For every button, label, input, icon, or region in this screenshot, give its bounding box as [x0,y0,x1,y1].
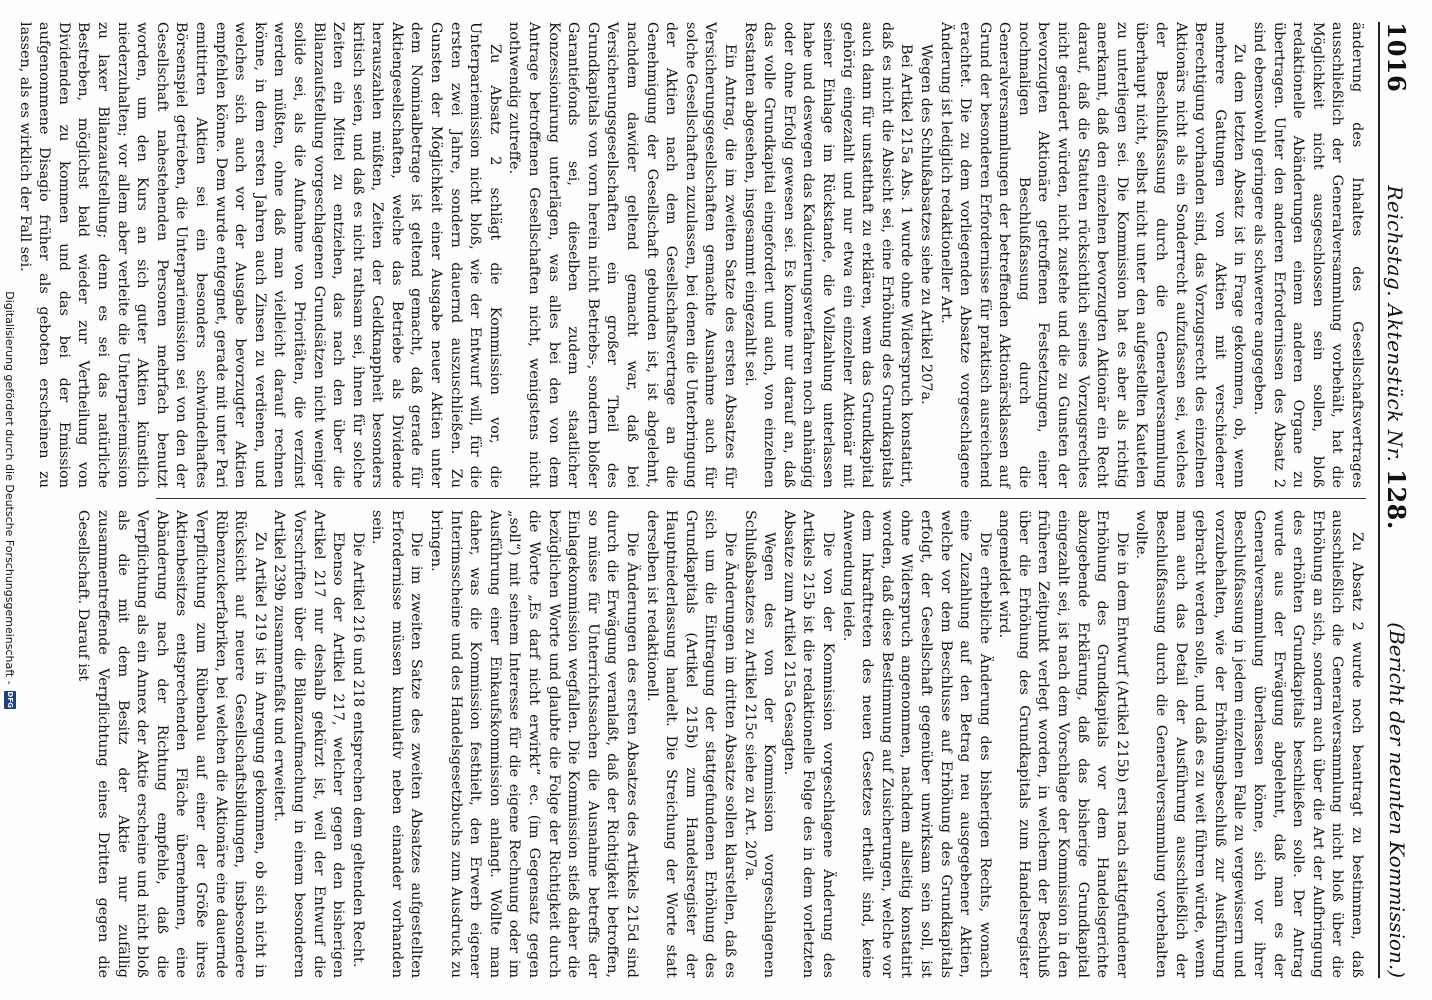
left-column-paragraph: Zu Absatz 2 schlägt die Kommission vor, die Unterpariemission nicht bloß, wie der Entwurf will, für die ersten zwei Jahre, sondern dauernd auszuschließen. Zu Gunsten der Möglichkeit einer Ausgabe neuer Aktien unter dem Nominalbetrage ist geltend gemacht, daß gerade für Aktiengesellschaften, welche das Betriebe als Dividende herauszahlen müßten, Zeiten der Geldknappheit besonders kritisch seien, und daß es nicht rathsam sei, ihnen für solche Zeiten ein Mittel zu entziehen, das nach den über die Bilanzaufstellung vorgeschlagenen Grundsätzen nicht weniger solide sei, als die Aufnahme von Prioritäten, die verzinst werden müßten, ohne daß man vielleicht darauf rechnen könne, in dem ersten Jahren auch Zinsen zu verdienen, und welches sich auch vor der Ausgabe bevorzugter Aktien empfehlen könne. Dem wurde entgegnet, gerade mit unter Pari emittirten Aktien sei ein besonders schwindelhaftes Börsenspiel getrieben, die Unterpariemission sei von den der Gesellschaft nahestehenden Personen mehrfach benutzt worden, um den Kurs an sich guter Aktien künstlich niederzuhalten; vor allem aber verleite die Unterpariemission zu laxer Bilanzaufstellung; denn es sei das natürliche Bestreben, möglichst bald wieder zur Vertheilung von Dividenden zu kommen und das bei der Emission aufgenommene Disagio früher als geboten erscheinen zu lassen, als es wirklich der Fall sei. [16,22,503,488]
right-column-paragraph: Die erhebliche Änderung des bisherigen Rechts, wonach eine Zuzahlung auf den Betrag neu ausgegebener Aktien, welche vor dem Beschlusse auf Erhöhung des Grundkapitals erfolgt, der Gesellschaft gegenüber unwirksam sein soll, ist ohne Widerspruch angenommen, nachdem allseitig konstatirt worden, daß diese Bestimmung auf Zusicherungen, welche vor dem Inkrafttreten des neuen Gesetzes ertheilt sind, keine Anwendung leide. [839,510,993,978]
right-column-paragraph: Zu Absatz 2 wurde noch beantragt zu bestimmen, daß ausschließlich die Generalversammlung nicht bloß über die Erhöhung an sich, sondern auch über die Art der Aufbringung des erhöhten Grundkapitals beschließen solle. Der Antrag wurde aus der Erwägung abgelehnt, daß man es der Generalversammlung überlassen könne, sich vor ihrer Beschlußfassung in jedem einzelnen Falle zu vergewissern und vorzubehalten, wie der Erhöhungsbeschluß zur Ausführung gebracht werden solle, und daß es zu weit führen würde, wenn man auch das Detail der Ausführung ausschließlich der Beschlußfassung durch die Generalversammlung vorbehalten wollte. [1133,510,1365,978]
right-column-paragraph: Die Änderungen im dritten Absatze sollen klarstellen, daß es sich um die Eintragung der stattgefundenen Erhöhung des Grundkapitals (Artikel 215b) zum Handelsregister der Hauptniederlassung handelt. Die Streichung der Worte statt derselben ist redaktionell. [643,510,738,978]
footer-text: Digitalisierung gefördert durch die Deutsche Forschungsgemeinschaft - [3,291,17,685]
dfg-logo-icon: DFG [6,691,14,708]
head-right-title: (Bericht der neunten Kommission.) [1385,622,1409,978]
right-column-paragraph: Die von der Kommission vorgeschlagene Änderung des Artikels 215b ist die redaktionelle Folge des in dem vorletzten Absatze zum Artikel 215a Gesagten. [780,510,836,978]
right-column-paragraph: Wegen des von der Kommission vorgeschlagenen Schlußabsatzes zu Artikel 215c siehe zu Art. 207a. [741,510,778,978]
left-column-paragraph: Wegen des Schlußabsatzes siehe zu Artikel 207a. [917,44,934,405]
right-column-paragraph: Die Änderungen des ersten Absatzes des Artikels 215d sind durch die Erwägung veranlaßt, daß der Richtigkeit betroffen, so müsse für Unterrichtssachen die Ausnahme betreffs der Einlagekommission wegfallen. Die Kommission stieß daher die bezüglichen Worte und glaubte die Folge der Richtigkeit durch die Worte „Es darf nicht erwirkt“ ec. (im Gegensatz gegen „soll“) mit seinem Interesse für die eigene Rechnung oder im Ausführung einer Einkaufskommission anlangt. Wollte man daher, was die Kommission festhielt, den Erwerb eigener Interimsscheine und des Handelsgesetzbuchs zum Ausdruck zu bringen. [428,510,641,978]
right-column-paragraph: Die Artikel 216 und 218 entsprechen dem geltenden Recht. [349,532,366,968]
digitization-footer [0,0,20,1000]
left-column-paragraph: änderung des Inhaltes des Gesellschaftsvertrages ausschließlich der Generalversammlung vorbehält, hat die Möglichkeit nicht ausgeschlossen sein sollen, bloß redaktionelle Abänderungen einem anderen Organe zu übertragen. Unter den anderen Erfordernissen des Absatz 2 sind ebensowohl geringere als schwerere angegeben. [1251,22,1365,488]
left-column-paragraph: Zu dem letzten Absatz ist in Frage gekommen, ob, wenn mehrere Gattungen von Aktien mit verschiedener Berechtigung vorhanden sind, das Vorzugsrecht des einzelnen Aktionärs nicht als ein Sonderrecht aufzufassen sei, welches der Beschlußfassung durch die Generalversammlung überhaupt nicht, selbst nicht unter den aufgestellten Kautelen zu unterliegen sei. Die Kommission hat es aber als richtig anerkannt, daß den einzelnen bevorzugten Aktionär ein Recht darauf, daß die Statuten rücksichtlich seines Vorzugsrechtes nicht geändert würden, nicht zustehe und die zu Gunsten der bevorzugten Aktionäre getroffenen Festsetzungen, einer nochmaligen Beschlußfassung durch die Generalversammlungen der betreffenden Aktionärsklassen auf Grund der besonderen Erfordernisse für praktisch ausreichend erachtet. Die zu dem vorliegenden Absatze vorgeschlagene Änderung ist lediglich redaktioneller Art. [937,22,1248,488]
right-column-paragraph: Zu Artikel 219 ist in Anregung gekommen, ob sich nicht in Rücksicht auf neuere Gesellschaftsbildungen, insbesondere Rübenzuckerfabriken, bei welchen die Aktionäre eine dauernde Verpflichtung zum Rübenbau auf einer der Größe ihres Aktienbesitzes entsprechenden Fläche übernehmen, eine Abänderung nach der Richtung empfehle, daß die Verpflichtung als ein Annex der Aktie erscheine und nicht bloß als die mit dem Besitz der Aktie nur zufällig zusammentreffende Verpflichtung eines Dritten gegen die Gesellschaft. Darauf ist [75,510,268,978]
right-column [75,510,1366,978]
running-head [1378,22,1414,978]
head-title [1383,185,1412,529]
left-column-paragraph: Ein Antrag, die im zweiten Satze des ersten Absatzes für Versicherungsgesellschaften gemachte Ausnahme auch für solche Gesellschaften zuzulassen, bei denen die Unterbringung der Aktien nach dem Gesellschaftsvertrage an die Genehmigung der Gesellschaft gebunden ist, ist abgelehnt, nachdem dawider geltend gemacht war, daß bei Versicherungsgesellschaften ein großer Theil des Grundkapitals von vorn herein nicht Betriebs-, sondern bloßer Garantiefonds sei, dieselben zudem staatlicher Konzessionirung unterlägen, was alles bei den von dem Antrage betroffenen Gesellschaften nicht, wenigstens nicht nothwendig zutreffe. [506,22,738,488]
left-column [16,22,1366,488]
right-column-paragraph: Die in dem Entwurf (Artikel 215b) erst nach stattgefundener Erhöhung des Grundkapitals vor dem Handelsgerichte abzugebende Erklärung, daß das bisherige Grundkapital eingezahlt sei, ist nach dem Vorschlage der Kommission in den früheren Zeitpunkt verlegt worden, in welchem der Beschluß über die Erhöhung des Grundkapitals zum Handelsregister angemeldet wird. [996,510,1130,978]
head-title-prefix: Reichstag. [1383,185,1408,298]
head-title-mid: Aktenstück Nr. [1383,304,1408,463]
column-divider [156,498,1366,499]
doc-number: 128. [1382,469,1412,530]
left-column-paragraph: Bei Artikel 215a Abs. 1 wurde ohne Widerspruch konstatirt, daß es nicht die Absicht sei, eine Erhöhung des Grundkapitals auch dann für unstatthaft zu erklären, wenn das Grundkapital gehörig eingezahlt und nur etwa ein einzelner Aktionär mit seiner Einlage im Rückstande, die Vollzahlung unterlassen habe und deswegen das Kaduzierungsverfahren noch anhängig oder ohne Erfolg gewesen sei. Es komme nur darauf an, daß das volle Grundkapital eingefordert und auch, von einzelnen Restanten abgesehen, insgesammt eingezahlt sei. [741,22,915,488]
right-column-paragraph: Ebenso der Artikel 217, welcher gegen den bisherigen Artikel 217 nur deshalb gekürzt ist, weil der Entwurf die Vorschriften über die Bilanzaufmachung in einem besonderen Artikel 239b zusammenfaßt und erweitert. [271,510,347,978]
right-column-paragraph: Die im zweiten Satze des zweiten Absatzes aufgestellten Erfordernisse müssen kumulativ neben einander vorhanden sein. [369,510,425,978]
page-number: 1016 [1382,22,1412,93]
